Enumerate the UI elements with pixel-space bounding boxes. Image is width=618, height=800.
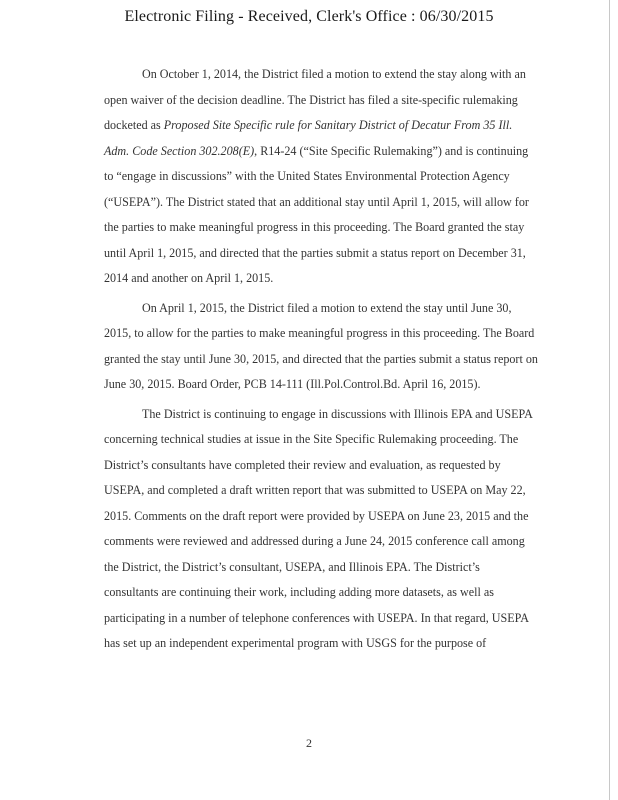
text-line: comments were reviewed and addressed during a June 24, 2015 conference call among [104, 534, 525, 548]
text-line: 2015, to allow for the parties to make meaningful progress in this proceeding. The Board [104, 326, 535, 340]
text-fragment: docketed as [104, 118, 164, 132]
text-line [104, 139, 549, 165]
text-line: On April 1, 2015, the District filed a motion to extend the stay until June 30, [142, 300, 512, 315]
text-line: 2015. Comments on the draft report were provided by USEPA on June 23, 2015 and the [104, 508, 529, 523]
text-line: the District, the District’s consultant, USEPA, and Illinois EPA. The District’s [104, 559, 480, 574]
text-line: concerning technical studies at issue in the Site Specific Rulemaking proceeding. The [104, 432, 519, 446]
paragraph-2 [104, 296, 549, 398]
text-line: District’s consultants have completed their review and evaluation, as requested by [104, 457, 501, 472]
rule-title-italic: Proposed Site Specific rule for Sanitary District of Decatur From 35 Ill. [163, 118, 513, 132]
text-line: has set up an independent experimental program with USGS for the purpose of [104, 636, 487, 650]
text-line: to “engage in discussions” with the United States Environmental Protection Agency [104, 169, 510, 183]
text-line: USEPA, and completed a draft written report that was submitted to USEPA on May 22, [104, 483, 526, 497]
paragraph-1 [104, 62, 549, 292]
text-line: participating in a number of telephone conferences with USEPA. In that regard, USEPA [104, 610, 529, 625]
text-line: open waiver of the decision deadline. The District has filed a site-specific rulemaking [104, 92, 518, 107]
text-fragment: , R14-24 (“Site Specific Rulemaking”) and is continuing [254, 143, 529, 158]
text-line: the parties to make meaningful progress in this proceeding. The Board granted the stay [104, 220, 525, 234]
text-line: The District is continuing to engage in discussions with Illinois EPA and USEPA [142, 406, 533, 421]
text-line: (“USEPA”). The District stated that an additional stay until April 1, 2015, will allow for [104, 194, 529, 209]
text-line: granted the stay until June 30, 2015, and directed that the parties submit a status report on [104, 351, 538, 366]
text-line: consultants are continuing their work, including adding more datasets, as well as [104, 585, 494, 599]
page-number: 2 [306, 736, 312, 750]
paragraph-3 [104, 402, 549, 657]
text-line: On October 1, 2014, the District filed a motion to extend the stay along with an [142, 67, 526, 81]
text-line: until April 1, 2015, and directed that the parties submit a status report on December 31, [104, 245, 526, 260]
rule-code-italic: Adm. Code Section 302.208(E) [104, 143, 255, 158]
text-line: June 30, 2015. Board Order, PCB 14-111 (Ill.Pol.Control.Bd. April 16, 2015). [104, 377, 481, 391]
text-line [104, 113, 549, 139]
scan-edge-divider [609, 0, 610, 800]
filing-header: Electronic Filing - Received, Clerk's Office : 06/30/2015 [124, 8, 494, 25]
text-line: 2014 and another on April 1, 2015. [104, 271, 274, 285]
document-body [104, 62, 549, 657]
